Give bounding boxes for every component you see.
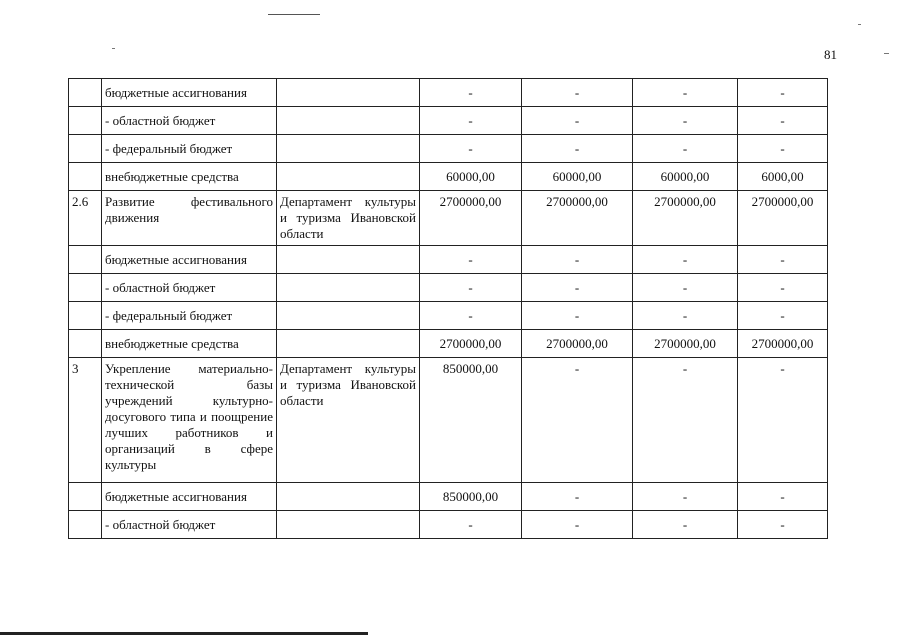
value-cell: 850000,00 (420, 483, 522, 511)
value-cell: - (738, 135, 828, 163)
value-cell: - (633, 246, 738, 274)
table-row (69, 330, 828, 358)
row-name: внебюджетные средства (102, 330, 277, 358)
value-cell: - (633, 358, 738, 483)
value-cell: 850000,00 (420, 358, 522, 483)
budget-table (68, 78, 828, 539)
value-cell: - (633, 302, 738, 330)
value-cell: 2700000,00 (522, 330, 633, 358)
row-org (277, 107, 420, 135)
row-org (277, 302, 420, 330)
value-cell: 2700000,00 (738, 330, 828, 358)
value-cell: - (738, 483, 828, 511)
row-org: Департамент культуры и туризма Ивановской области (277, 191, 420, 246)
table-row (69, 107, 828, 135)
value-cell: - (633, 135, 738, 163)
value-cell: - (633, 107, 738, 135)
value-cell: - (420, 302, 522, 330)
value-cell: 60000,00 (522, 163, 633, 191)
value-cell: 6000,00 (738, 163, 828, 191)
value-cell: - (738, 79, 828, 107)
row-org (277, 135, 420, 163)
row-org (277, 330, 420, 358)
scan-speck (884, 53, 889, 54)
value-cell: 60000,00 (420, 163, 522, 191)
value-cell: 2700000,00 (420, 330, 522, 358)
row-index (69, 107, 102, 135)
value-cell: - (633, 274, 738, 302)
value-cell: - (738, 511, 828, 539)
scan-speck (112, 48, 115, 49)
value-cell: - (522, 246, 633, 274)
row-name: бюджетные ассигнования (102, 246, 277, 274)
value-cell: - (522, 302, 633, 330)
value-cell: - (420, 79, 522, 107)
row-name: бюджетные ассигнования (102, 483, 277, 511)
value-cell: - (522, 79, 633, 107)
row-name: Развитие фестивального движения (102, 191, 277, 246)
row-name: внебюджетные средства (102, 163, 277, 191)
value-cell: - (522, 483, 633, 511)
row-index: 2.6 (69, 191, 102, 246)
row-name: бюджетные ассигнования (102, 79, 277, 107)
value-cell: - (738, 274, 828, 302)
value-cell: - (522, 511, 633, 539)
row-index (69, 330, 102, 358)
row-index (69, 79, 102, 107)
row-org (277, 511, 420, 539)
row-name: - федеральный бюджет (102, 135, 277, 163)
table-row (69, 246, 828, 274)
value-cell: - (420, 107, 522, 135)
table-row (69, 358, 828, 483)
value-cell: - (738, 246, 828, 274)
row-name: - областной бюджет (102, 107, 277, 135)
value-cell: 60000,00 (633, 163, 738, 191)
row-index (69, 135, 102, 163)
scan-speck (858, 24, 861, 25)
value-cell: - (522, 135, 633, 163)
row-index (69, 511, 102, 539)
value-cell: - (522, 107, 633, 135)
row-org: Департамент культуры и туризма Ивановской области (277, 358, 420, 483)
value-cell: - (420, 135, 522, 163)
value-cell: 2700000,00 (522, 191, 633, 246)
value-cell: - (633, 79, 738, 107)
row-name: - областной бюджет (102, 274, 277, 302)
row-index: 3 (69, 358, 102, 483)
row-name: Укрепление материально-технической базы учреждений культурно-досугового типа и поощрение лучших работников и организаций в сфере культуры (102, 358, 277, 483)
row-org (277, 246, 420, 274)
table-row (69, 191, 828, 246)
value-cell: - (738, 302, 828, 330)
scan-mark-bottom (0, 632, 368, 635)
value-cell: - (420, 246, 522, 274)
value-cell: - (738, 358, 828, 483)
value-cell: - (522, 358, 633, 483)
row-index (69, 246, 102, 274)
row-org (277, 163, 420, 191)
scan-mark-top (268, 14, 320, 15)
row-org (277, 79, 420, 107)
value-cell: - (420, 511, 522, 539)
table-row (69, 274, 828, 302)
row-index (69, 302, 102, 330)
value-cell: - (738, 107, 828, 135)
table-row (69, 79, 828, 107)
row-index (69, 274, 102, 302)
table-row (69, 302, 828, 330)
row-name: - федеральный бюджет (102, 302, 277, 330)
value-cell: - (420, 274, 522, 302)
row-org (277, 274, 420, 302)
value-cell: 2700000,00 (633, 330, 738, 358)
row-org (277, 483, 420, 511)
row-index (69, 483, 102, 511)
value-cell: - (522, 274, 633, 302)
table-row (69, 135, 828, 163)
page-number: 81 (824, 47, 837, 62)
value-cell: 2700000,00 (633, 191, 738, 246)
value-cell: - (633, 511, 738, 539)
table-row (69, 163, 828, 191)
value-cell: 2700000,00 (420, 191, 522, 246)
row-index (69, 163, 102, 191)
value-cell: - (633, 483, 738, 511)
row-name: - областной бюджет (102, 511, 277, 539)
table-row (69, 511, 828, 539)
value-cell: 2700000,00 (738, 191, 828, 246)
table-row (69, 483, 828, 511)
